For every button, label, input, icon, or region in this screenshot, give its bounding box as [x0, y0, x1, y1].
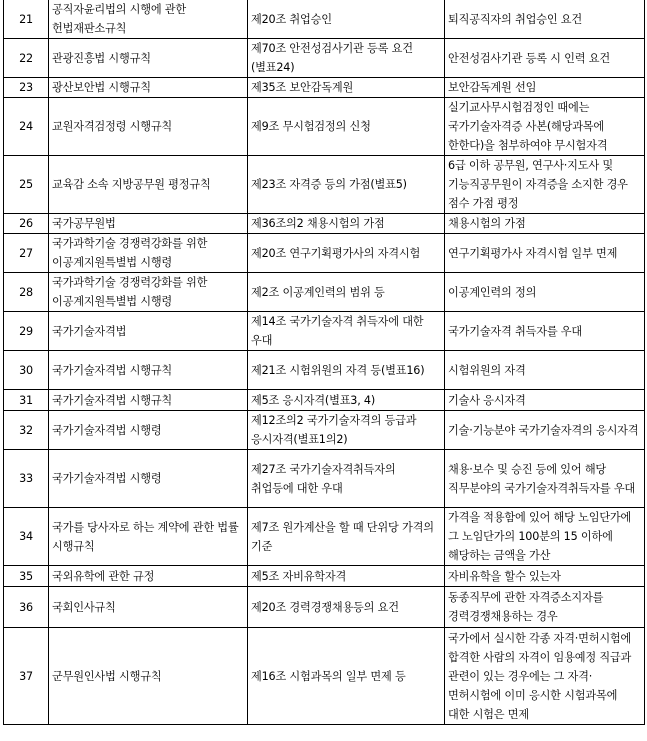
content: 퇴직공직자의 취업승인 요건 [445, 0, 645, 39]
article: 제12조의2 국가기술자격의 등급과 응시자격(별표1의2) [248, 411, 445, 450]
law-name: 교원자격검정령 시행규칙 [49, 98, 248, 156]
law-name: 국가기술자격법 시행규칙 [49, 351, 248, 390]
article: 제5조 응시자격(별표3, 4) [248, 390, 445, 411]
article: 제20조 경력경쟁채용등의 요건 [248, 587, 445, 628]
law-name: 국가공무원법 [49, 214, 248, 234]
content: 국가에서 실시한 각종 자격·면허시험에 합격한 사람의 자격이 임용예정 직급과 관련이 있는 경우에는 그 자격·면허시험에 이미 응시한 시험과목에 대한 시험은 면제 [445, 628, 645, 725]
table-row [4, 0, 645, 39]
table-row [4, 566, 645, 587]
row-number: 28 [4, 273, 49, 312]
article: 제36조의2 채용시험의 가점 [248, 214, 445, 234]
table-row [4, 234, 645, 273]
row-number: 31 [4, 390, 49, 411]
article: 제21조 시험위원의 자격 등(별표16) [248, 351, 445, 390]
row-number: 26 [4, 214, 49, 234]
law-name: 관광진흥법 시행규칙 [49, 39, 248, 78]
article: 제7조 원가계산을 할 때 단위당 가격의 기준 [248, 508, 445, 566]
content: 이공계인력의 정의 [445, 273, 645, 312]
law-name: 국가기술자격법 [49, 312, 248, 351]
table-row [4, 351, 645, 390]
article: 제2조 이공계인력의 범위 등 [248, 273, 445, 312]
article: 제70조 안전성검사기관 등록 요건(별표24) [248, 39, 445, 78]
law-name: 국회인사규칙 [49, 587, 248, 628]
table-row [4, 98, 645, 156]
content: 동종직무에 관한 자격증소지자를 경력경쟁채용하는 경우 [445, 587, 645, 628]
row-number: 24 [4, 98, 49, 156]
table-row [4, 39, 645, 78]
row-number: 23 [4, 78, 49, 98]
law-name: 국가기술자격법 시행령 [49, 411, 248, 450]
article: 제5조 자비유학자격 [248, 566, 445, 587]
law-name: 교육감 소속 지방공무원 평정규칙 [49, 156, 248, 214]
article: 제27조 국가기술자격취득자의 취업등에 대한 우대 [248, 450, 445, 508]
article: 제9조 무시험검정의 신청 [248, 98, 445, 156]
content: 국가기술자격 취득자를 우대 [445, 312, 645, 351]
table-row [4, 508, 645, 566]
article: 제35조 보안감독계원 [248, 78, 445, 98]
law-name: 군무원인사법 시행규칙 [49, 628, 248, 725]
row-number: 37 [4, 628, 49, 725]
row-number: 30 [4, 351, 49, 390]
row-number: 22 [4, 39, 49, 78]
content: 시험위원의 자격 [445, 351, 645, 390]
article: 제23조 자격증 등의 가점(별표5) [248, 156, 445, 214]
content: 채용시험의 가점 [445, 214, 645, 234]
law-name: 광산보안법 시행규칙 [49, 78, 248, 98]
table-row [4, 411, 645, 450]
table-row [4, 273, 645, 312]
table-row [4, 214, 645, 234]
table-row [4, 628, 645, 725]
row-number: 29 [4, 312, 49, 351]
law-name: 국가과학기술 경쟁력강화를 위한 이공계지원특별법 시행령 [49, 234, 248, 273]
law-name: 국가기술자격법 시행령 [49, 450, 248, 508]
content: 가격을 적용함에 있어 해당 노임단가에 그 노임단가의 100분의 15 이하에 해당하는 금액을 가산 [445, 508, 645, 566]
row-number: 32 [4, 411, 49, 450]
article: 제20조 연구기획평가사의 자격시험 [248, 234, 445, 273]
law-name: 공직자윤리법의 시행에 관한 헌법재판소규칙 [49, 0, 248, 39]
law-name: 국가과학기술 경쟁력강화를 위한 이공계지원특별법 시행령 [49, 273, 248, 312]
row-number: 25 [4, 156, 49, 214]
article: 제16조 시험과목의 일부 면제 등 [248, 628, 445, 725]
content: 안전성검사기관 등록 시 인력 요건 [445, 39, 645, 78]
row-number: 36 [4, 587, 49, 628]
table-row [4, 78, 645, 98]
law-table [3, 0, 645, 725]
content: 기술사 응시자격 [445, 390, 645, 411]
table-row [4, 312, 645, 351]
table-row [4, 390, 645, 411]
article: 제14조 국가기술자격 취득자에 대한 우대 [248, 312, 445, 351]
content: 자비유학을 할수 있는자 [445, 566, 645, 587]
law-name: 국가를 당사자로 하는 계약에 관한 법률 시행규칙 [49, 508, 248, 566]
table-row [4, 587, 645, 628]
row-number: 21 [4, 0, 49, 39]
row-number: 27 [4, 234, 49, 273]
row-number: 33 [4, 450, 49, 508]
row-number: 34 [4, 508, 49, 566]
law-name: 국가기술자격법 시행규칙 [49, 390, 248, 411]
article: 제20조 취업승인 [248, 0, 445, 39]
row-number: 35 [4, 566, 49, 587]
content: 연구기획평가사 자격시험 일부 면제 [445, 234, 645, 273]
table-row [4, 450, 645, 508]
content: 보안감독계원 선임 [445, 78, 645, 98]
content: 실기교사무시험검정인 때에는 국가기술자격증 사본(해당과목에 한한다)을 첨부하여야 무시험자격 [445, 98, 645, 156]
content: 채용·보수 및 승진 등에 있어 해당 직무분야의 국가기술자격취득자를 우대 [445, 450, 645, 508]
table-row [4, 156, 645, 214]
law-name: 국외유학에 관한 규정 [49, 566, 248, 587]
content: 기술·기능분야 국가기술자격의 응시자격 [445, 411, 645, 450]
content: 6급 이하 공무원, 연구사·지도사 및 기능직공무원이 자격증을 소지한 경우 점수 가점 평정 [445, 156, 645, 214]
